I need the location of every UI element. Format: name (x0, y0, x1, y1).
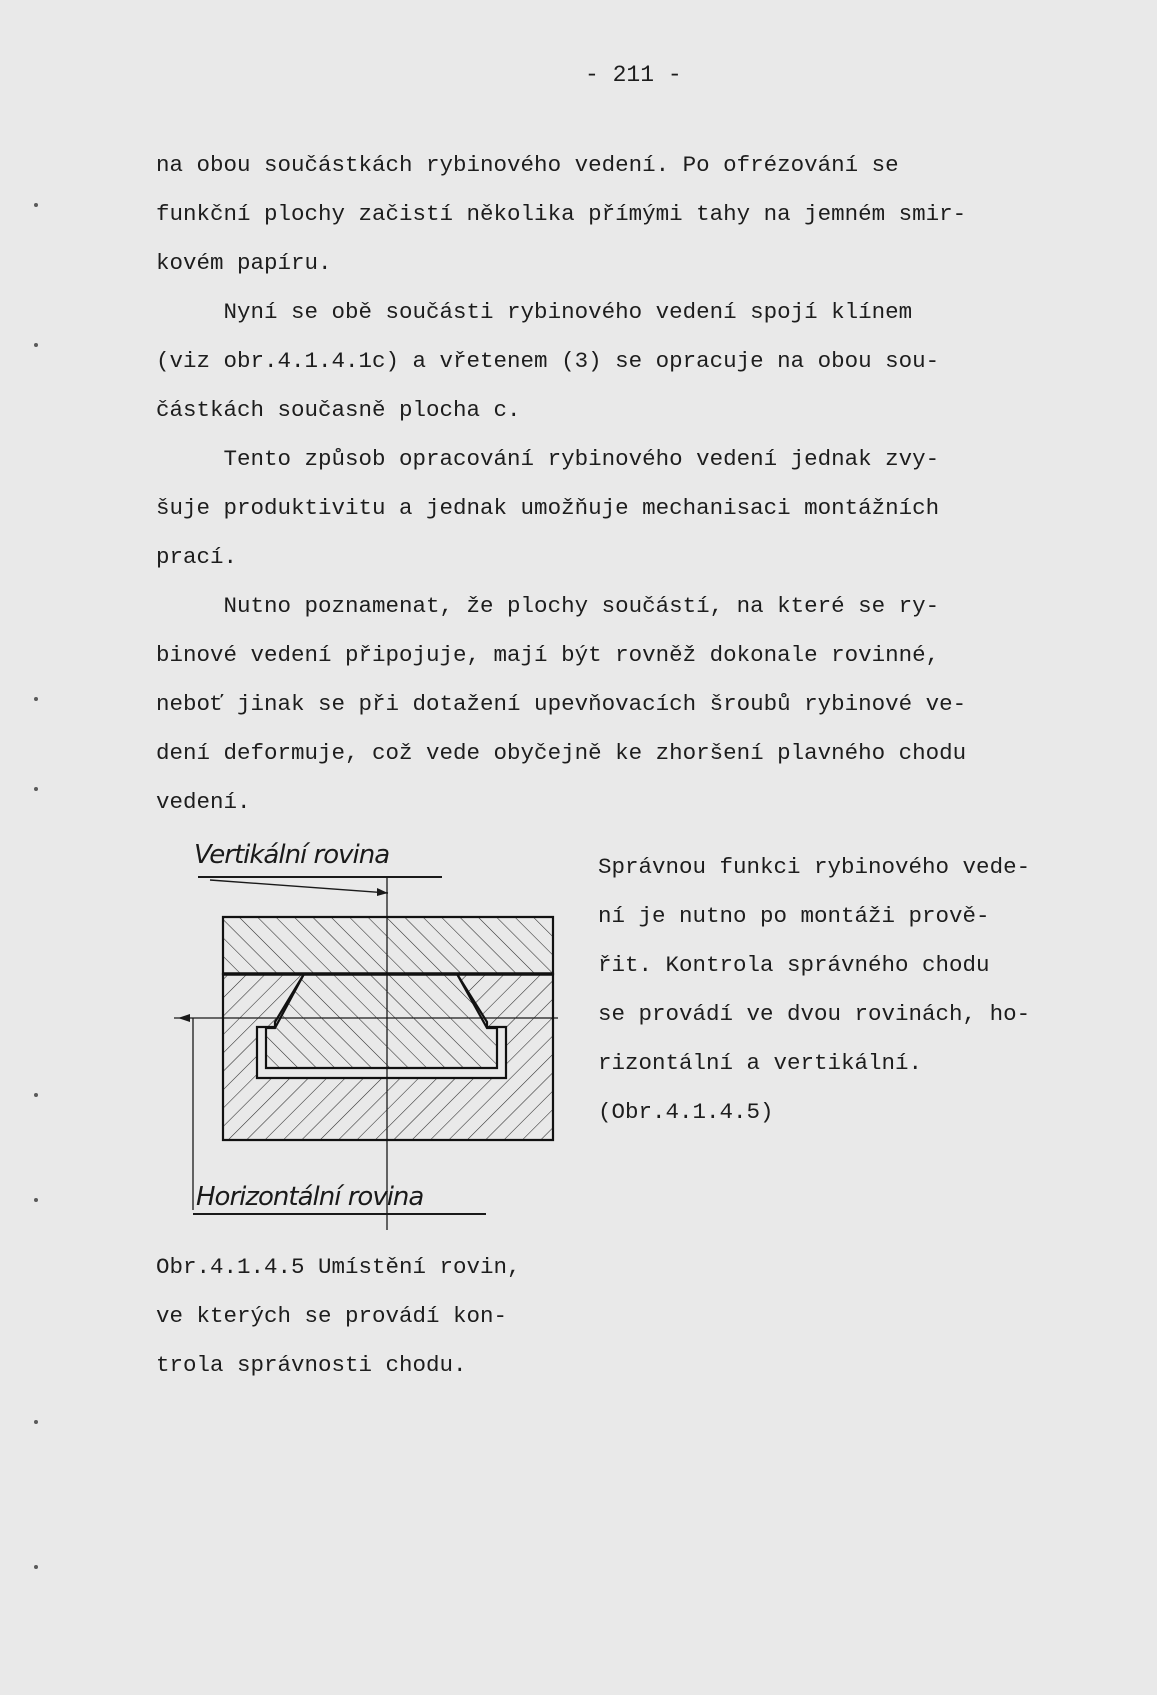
scan-speck (34, 1198, 38, 1202)
scan-speck (34, 203, 38, 207)
label-horizontal-plane: Horizontální rovina (196, 1182, 424, 1212)
label-vertical-leader (210, 880, 388, 893)
scan-speck (34, 1093, 38, 1097)
body-line: dení deformuje, což vede obyčejně ke zhoršení plavného chodu (156, 740, 967, 766)
scan-speck (34, 1420, 38, 1424)
body-line: vedení. (156, 789, 251, 815)
body-line: funkční plochy začistí několika přímými tahy na jemném smir- (156, 201, 967, 227)
caption-line: trola správnosti chodu. (156, 1352, 467, 1378)
body-line: kovém papíru. (156, 250, 332, 276)
side-line: rizontální a vertikální. (598, 1050, 923, 1076)
side-line: se provádí ve dvou rovinách, ho- (598, 1001, 1031, 1027)
scan-speck (34, 343, 38, 347)
scan-speck (34, 1565, 38, 1569)
caption-line: ve kterých se provádí kon- (156, 1303, 508, 1329)
axis-arrowhead (178, 1014, 190, 1022)
caption-line: Obr.4.1.4.5 Umístění rovin, (156, 1254, 521, 1280)
body-line: prací. (156, 544, 238, 570)
scan-speck (34, 787, 38, 791)
side-line: Správnou funkci rybinového vede- (598, 854, 1031, 880)
body-line: Nutno poznamenat, že plochy součástí, na které se ry- (156, 593, 940, 619)
page-number: - 211 - (585, 62, 682, 88)
body-line: šuje produktivitu a jednak umožňuje mechanisaci montážních (156, 495, 940, 521)
body-line: Tento způsob opracování rybinového vedení jednak zvy- (156, 446, 940, 472)
dovetail-figure (170, 830, 570, 1230)
side-line: řit. Kontrola správného chodu (598, 952, 990, 978)
body-line: částkách současně plocha c. (156, 397, 521, 423)
body-line: na obou součástkách rybinového vedení. Po ofrézování se (156, 152, 899, 178)
body-line: neboť jinak se při dotažení upevňovacích šroubů rybinové ve- (156, 691, 967, 717)
label-vertical-plane: Vertikální rovina (194, 840, 390, 870)
side-line: (Obr.4.1.4.5) (598, 1099, 774, 1125)
body-line: (viz obr.4.1.4.1c) a vřetenem (3) se opracuje na obou sou- (156, 348, 940, 374)
body-line: binové vedení připojuje, mají být rovněž dokonale rovinné, (156, 642, 940, 668)
body-line: Nyní se obě součásti rybinového vedení spojí klínem (156, 299, 913, 325)
side-line: ní je nutno po montáži prově- (598, 903, 990, 929)
scan-speck (34, 697, 38, 701)
